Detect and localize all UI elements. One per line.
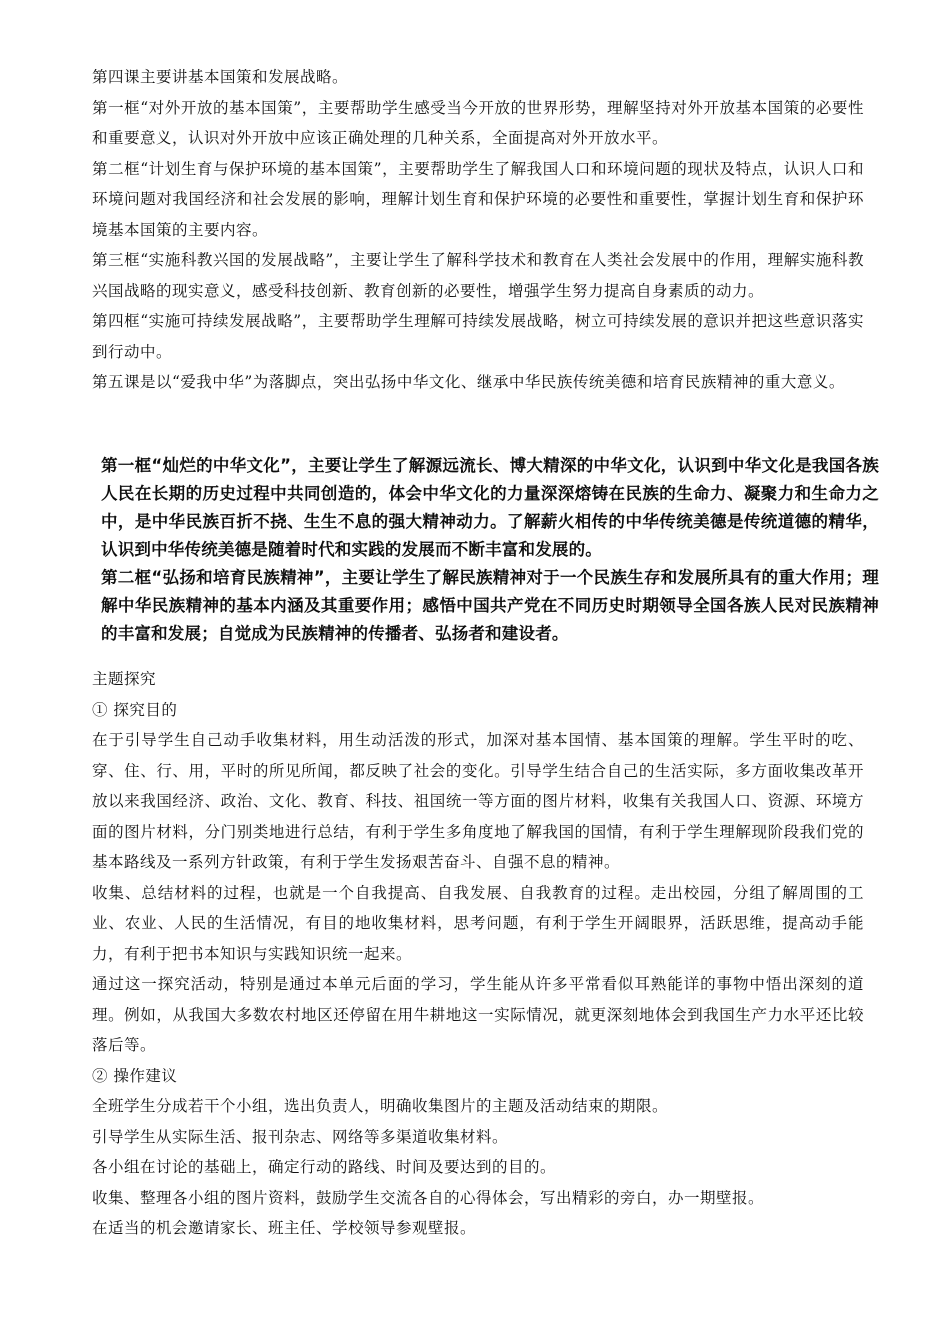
section-course-five-frames bbox=[101, 452, 879, 648]
suggestion-item-4: 收集、整理各小组的图片资料，鼓励学生交流各自的心得体会，写出精彩的旁白，办一期壁报。 bbox=[92, 1188, 765, 1207]
paragraph-frame-three-science-education: 第三框“实施科教兴国的发展战略”，主要让学生了解科学技术和教育在人类社会发展中的作用，理解实施科教兴国战略的现实意义，感受科技创新、教育创新的必要性，增强学生努力提高自身素质的动力。 bbox=[92, 251, 864, 300]
heading-theme-inquiry: 主题探究 bbox=[92, 670, 157, 688]
subheading-operation-suggestions: ② 操作建议 bbox=[92, 1066, 178, 1085]
paragraph-course-four-intro: 第四课主要讲基本国策和发展战略。 bbox=[92, 68, 349, 86]
paragraph-purpose-one: 在于引导学生自己动手收集材料，用生动活泼的形式，加深对基本国情、基本国策的理解。学生平时的吃、穿、住、行、用，平时的所见所闻，都反映了社会的变化。引导学生结合自己的生活实际，多方面收集改革开放以来我国经济、政治、文化、教育、科技、祖国统一等方面的图片材料，收集有关我国人口、资源、环境方面的图片材料，分门别类地进行总结，有利于学生多角度地了解我国的国情，有利于学生理解现阶段我们党的基本路线及一系列方针政策，有利于学生发扬艰苦奋斗、自强不息的精神。 bbox=[92, 731, 864, 871]
section-course-four bbox=[92, 62, 864, 398]
paragraph-purpose-two: 收集、总结材料的过程，也就是一个自我提高、自我发展、自我教育的过程。走出校园，分组了解周围的工业、农业、人民的生活情况，有目的地收集材料，思考问题，有利于学生开阔眼界，活跃思维，提高动手能力，有利于把书本知识与实践知识统一起来。 bbox=[92, 883, 864, 963]
paragraph-frame-two-national-spirit: 第二框“弘扬和培育民族精神”，主要让学生了解民族精神对于一个民族生存和发展所具有的重大作用；理解中华民族精神的基本内涵及其重要作用；感悟中国共产党在不同历史时期领导全国各族人民对民族精神的丰富和发展；自觉成为民族精神的传播者、弘扬者和建设者。 bbox=[101, 568, 879, 643]
subheading-inquiry-purpose: ① 探究目的 bbox=[92, 700, 178, 719]
paragraph-purpose-three: 通过这一探究活动，特别是通过本单元后面的学习，学生能从许多平常看似耳熟能详的事物中悟出深刻的道理。例如，从我国大多数农村地区还停留在用牛耕地这一实际情况，就更深刻地体会到我国生产力水平还比较落后等。 bbox=[92, 975, 864, 1054]
suggestion-item-1: 全班学生分成若干个小组，选出负责人，明确收集图片的主题及活动结束的期限。 bbox=[92, 1097, 669, 1115]
suggestion-item-5: 在适当的机会邀请家长、班主任、学校领导参观壁报。 bbox=[92, 1219, 477, 1237]
paragraph-frame-one-culture: 第一框“灿烂的中华文化”，主要让学生了解源远流长、博大精深的中华文化，认识到中华文化是我国各族人民在长期的历史过程中共同创造的，体会中华文化的力量深深熔铸在民族的生命力、凝聚力和生命力之中，是中华民族百折不挠、生生不息的强大精神动力。了解薪火相传的中华传统美德是传统道德的精华，认识到中华传统美德是随着时代和实践的发展而不断丰富和发展的。 bbox=[101, 456, 879, 559]
paragraph-frame-four-sustainable: 第四框“实施可持续发展战略”，主要帮助学生理解可持续发展战略，树立可持续发展的意识并把这些意识落实到行动中。 bbox=[92, 312, 864, 361]
paragraph-frame-two-population-environment: 第二框“计划生育与保护环境的基本国策”，主要帮助学生了解我国人口和环境问题的现状及特点，认识人口和环境问题对我国经济和社会发展的影响，理解计划生育和保护环境的必要性和重要性，掌握计划生育和保护环境基本国策的主要内容。 bbox=[92, 159, 864, 239]
suggestion-item-2: 引导学生从实际生活、报刊杂志、网络等多渠道收集材料。 bbox=[92, 1127, 509, 1146]
paragraph-frame-one-opening-up: 第一框“对外开放的基本国策”，主要帮助学生感受当今开放的世界形势，理解坚持对外开放基本国策的必要性和重要意义，认识对外开放中应该正确处理的几种关系，全面提高对外开放水平。 bbox=[92, 98, 864, 147]
suggestion-item-3: 各小组在讨论的基础上，确定行动的路线、时间及要达到的目的。 bbox=[92, 1158, 557, 1176]
paragraph-course-five-intro: 第五课是以“爱我中华”为落脚点，突出弘扬中华文化、继承中华民族传统美德和培育民族精神的重大意义。 bbox=[92, 373, 845, 391]
section-theme-inquiry bbox=[92, 664, 864, 1244]
